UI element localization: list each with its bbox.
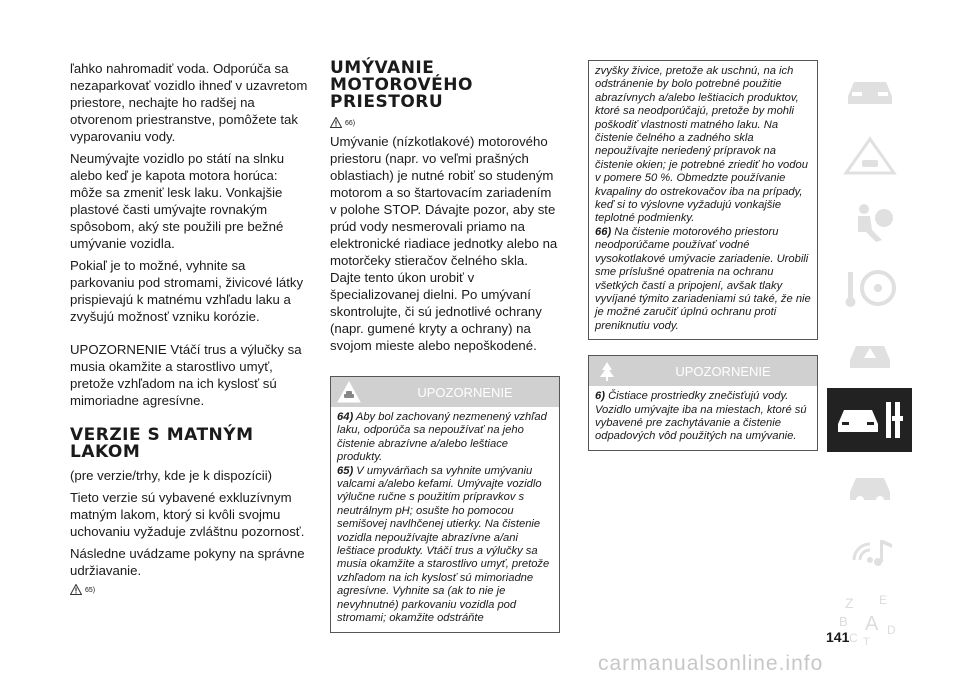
warning-title: UPOZORNENIE (675, 363, 771, 379)
column-3 (588, 60, 818, 451)
car-warning-icon (840, 136, 900, 176)
warning-triangle-icon (330, 117, 342, 128)
warning-reference[interactable] (330, 117, 560, 128)
sidebar-item-starting-driving[interactable] (827, 256, 912, 320)
reference-number: 66) (345, 120, 356, 127)
warning-item: 64) Aby bol zachovaný nezmenený vzhľad laku, odporúča sa nepoužívať na jeho čistenie abrazívne a/alebo leštiace produkty. (337, 411, 547, 464)
car-specs-icon (840, 466, 900, 506)
sidebar-item-safety-warning[interactable] (827, 124, 912, 188)
index-letter: Z (844, 595, 854, 611)
warning-body (331, 407, 559, 632)
section-heading: UMÝVANIE MOTOROVÉHO PRIESTORU (330, 58, 473, 112)
warning-box (588, 355, 818, 451)
paragraph: Následne uvádzame pokyny na správne udržiavanie. (70, 546, 305, 578)
steering-wheel-key-icon (840, 266, 900, 310)
index-letter: C (848, 631, 858, 645)
warning-continuation-box (588, 60, 818, 340)
warning-item: zvyšky živice, pretože ak uschnú, na ich odstránenie by bolo potrebné použitie abrazívnych a/alebo leštiacich produktov, ktoré sa neodporúčajú, pretože by mohli poškodiť vlastnosti matného laku. Na čistenie čelného a zadného skla nepoužívajte neriedený prípravok na čistenie okien; je potrebné zriediť ho vodou v pomere 50 %. Obmedzte používanie kvapaliny do ostrekovačov iba na prípady, keď si to výslovne vyžadujú vonkajšie teplotné podmienky. (595, 65, 808, 225)
warning-reference[interactable] (70, 584, 310, 595)
paragraph: UPOZORNENIE Vtáčí trus a výlučky sa musia okamžite a starostlivo umyť, pretože vzhľadom na ich kyslosť sú mimoriadne agresívne. (70, 342, 302, 408)
section-heading: VERZIE S MATNÝM LAKOM (70, 425, 254, 462)
sidebar-item-maintenance[interactable] (827, 388, 912, 452)
airbag-seat-icon (840, 200, 900, 244)
sidebar-item-dashboard[interactable] (827, 58, 912, 122)
warning-title: UPOZORNENIE (417, 384, 513, 400)
index-letter: D (886, 623, 896, 637)
car-maintenance-icon (834, 398, 906, 442)
multimedia-icon (840, 530, 900, 574)
warning-body (589, 386, 817, 450)
column-1 (70, 60, 310, 600)
index-letter: T (862, 636, 870, 646)
sidebar-item-multimedia[interactable] (827, 520, 912, 584)
car-dashboard-icon (840, 72, 900, 108)
sidebar-item-technical-data[interactable] (827, 454, 912, 518)
warning-item: 66) Na čistenie motorového priestoru neodporúčame používať vodné vysokotlakové umývacie zariadenie. Urobili sme príslušné opatrenia na ochranu všetkých častí a pripojení, avšak tlaky vyvíjané týmito zariadeniami sú také, že nie je možné zaručiť úplnú ochranu proti preniknutiu vody. (595, 225, 811, 332)
paragraph: Tieto verzie sú vybavené exkluzívnym matným lakom, ktorý si kvôli svojmu uchovaniu vyžaduje zvláštnu pozornosť. (70, 490, 305, 539)
sidebar-item-airbag[interactable] (827, 190, 912, 254)
car-breakdown-icon (840, 334, 900, 374)
paragraph: Pokiaľ je to možné, vyhnite sa parkovaniu pod stromami, živicové látky prispievajú k matnému vzhľadu laku a zvyšujú možnosť vzniku korózie. (70, 258, 304, 324)
paragraph: Neumývajte vozidlo po státí na slnku alebo keď je kapota motora horúca: môže sa zmeniť lesk laku. Vonkajšie plastové časti umývajte rovnakým spôsobom, aký ste použili pre bežné umývanie vozidla. (70, 151, 285, 251)
warning-box-header (331, 377, 559, 407)
warning-item: 6) Čistiace prostriedky znečisťujú vody. Vozidlo umývajte iba na miestach, ktoré sú vybavené pre zachytávanie a čistenie odpadových vôd použitých na umývanie. (595, 390, 807, 443)
chapter-sidebar (827, 58, 912, 652)
page-number: 141 (826, 629, 850, 645)
paragraph: (pre verzie/trhy, kde je k dispozícii) (70, 468, 273, 483)
watermark: carmanualsonline.info (598, 652, 824, 675)
column-2 (330, 60, 560, 633)
index-letter: A (864, 613, 878, 635)
warning-box (330, 376, 560, 633)
reference-number: 65) (85, 587, 96, 594)
paragraph: Umývanie (nízkotlakové) motorového priestoru (napr. vo veľmi prašných oblastiach) je nutné robiť so studeným motorom a so štartovacím zariadením v polohe STOP. Dávajte pozor, aby ste prúd vody nesmerovali priamo na elektronické riadiace jednotky alebo na motorčeky stieračov čelného skla. Dajte tento úkon urobiť v špecializovanej dielni. Po umývaní skontrolujte, či sú jednotlivé ochrany (napr. gumené kryty a ochrany) na svojom mieste alebo nepoškodené. (330, 134, 558, 353)
paragraph: ľahko nahromadiť voda. Odporúča sa nezaparkovať vozidlo ihneď v uzavretom priestore, nechajte ho radšej na otvorenom priestranstve, pomôžete tak vyparovaniu vody. (70, 61, 308, 144)
warning-box-header (589, 356, 817, 386)
sidebar-item-emergency[interactable] (827, 322, 912, 386)
warning-triangle-icon (70, 584, 82, 595)
index-letter: B (838, 614, 848, 629)
index-letter: E (878, 593, 887, 607)
warning-item: 65) V umyvárňach sa vyhnite umývaniu valcami a/alebo kefami. Umývajte vozidlo výlučne ručne s použitím prípravkov s neutrálnym pH; osušte ho pomocou semišovej navlhčenej utierky. Na čistenie vozidla nepoužívajte abrazívne a/ani leštiace produkty. Vtáčí trus a výlučky sa musia okamžite a starostlivo umyť, pretože vzhľadom na ich kyslosť sú mimoriadne agresívne. Vyhnite sa (ak to nie je nevyhnutné) parkovaniu vozidla pod stromami; okamžite odstráňte (337, 464, 550, 625)
